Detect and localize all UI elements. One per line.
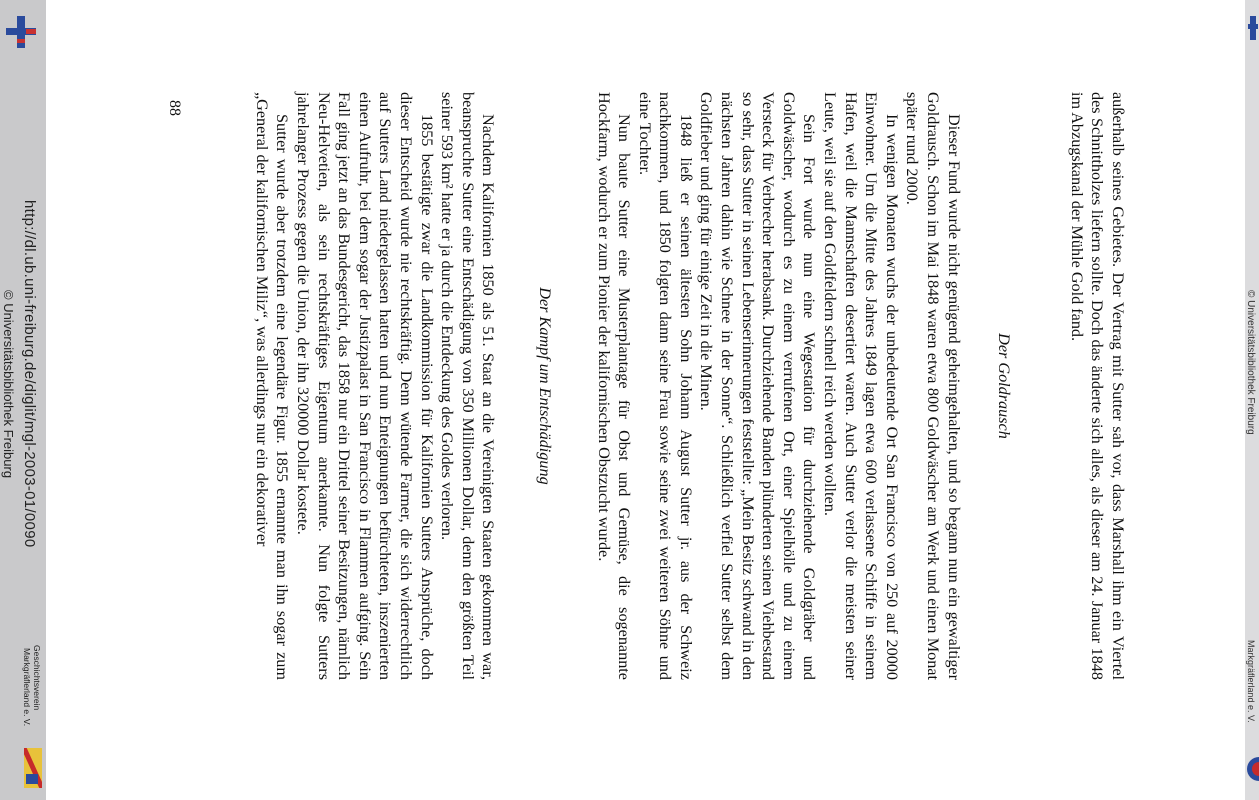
section1-paragraph: In wenigen Monaten wuchs der unbedeutende Ort San Francisco von 250 auf 20000 Einwohner. Um die Mitte des Jahres 1849 lagen etwa 600 verlassene Schiffe in seinem Hafen, weil die Mannschaften desertiert waren. Auch Sutter verlor die meisten seiner Leute, weil sie auf den Goldfeldern schnell reich werden wollten. — [821, 92, 901, 680]
copyright-text: © Universitätsbibliothek Freiburg — [1, 290, 16, 479]
section1-paragraph: 1848 ließ er seinen ältesten Sohn Johann August Sutter jr. aus der Schweiz nachkommen, und 1850 folgten dann seine Frau sowie seine zwei weiteren Söhne und eine Tochter. — [635, 92, 695, 680]
document-url[interactable]: http://dl.ub.uni-freiburg.de/diglit/mgl-2003-01/0090 — [21, 200, 38, 548]
right-flag-icon — [1248, 16, 1258, 40]
section1-paragraph: Dieser Fund wurde nicht genügend geheimgehalten, und so begann nun ein gewaltiger Goldrausch. Schon im Mai 1848 waren etwa 800 Goldwäscher am Werk und einen Monat später rund 2000. — [903, 92, 963, 680]
library-logo-icon — [4, 14, 38, 50]
page-number: 88 — [166, 100, 183, 116]
section1-paragraph: Sein Fort wurde nun eine Wegestation für durchziehende Goldgräber und Goldwäscher, wodurch es zu einem verrufenen Ort, einer Spielhölle und zu einem Versteck für Verbrecher herabsank. Durchziehende Banden plünderten seinen Viehbestand so sehr, dass Sutter in seinen Lebenserinnerungen feststellte: „Mein Besitz schwand in den nächsten Jahren dahin wie Schnee in der Sonne“. Schließlich verfiel Sutter selbst dem Goldfieber und ging für einige Zeit in die Minen. — [697, 92, 819, 680]
section-title-goldrausch: Der Goldrausch — [995, 333, 1014, 439]
section1-paragraph: Nun baute Sutter eine Musterplantage für Obst und Gemüse, die sogenannte Hockfarm, wodurch er zum Pionier der kalifornischen Obstzucht wurde. — [594, 92, 634, 680]
intro-paragraph: außerhalb seines Gebietes. Der Vertrag mit Sutter sah vor, dass Marshall ihm ein Viertel des Schnittholzes liefern sollte. Doch das änderte sich alles, als dieser am 24. Januar 1848 im Abzugskanal der Mühle Gold fand. — [1067, 92, 1127, 680]
right-edge-copyright: © Universitätsbibliothek Freiburg — [1245, 290, 1256, 435]
association-name-line1: Geschichtsverein — [32, 645, 42, 711]
right-edge-association: Markgräflerland e. V. — [1246, 640, 1256, 723]
scanned-page — [251, 92, 1128, 680]
section-title-entschaedigung: Der Kampf um Entschädigung — [535, 287, 554, 485]
association-crest-icon — [24, 748, 42, 788]
association-name-line2: Markgräflerland e. V. — [22, 648, 32, 727]
section2-paragraph: Sutter wurde aber trotzdem eine legendäre Figur. 1855 ernannte man ihn sogar zum „General der kalifornischen Miliz“, was allerdings nur ein dekorativer — [252, 92, 292, 680]
section2-paragraph: Nachdem Kalifornien 1850 als 51. Staat an die Vereinigten Staaten gekommen war, beanspruchte Sutter eine Entschädigung von 350 Millionen Dollar, denn den größten Teil seiner 593 km² hatte er ja durch die Entdeckung des Goldes verloren. — [438, 92, 498, 680]
right-crest-icon — [1247, 752, 1259, 786]
section2-paragraph: 1855 bestätigte zwar die Landkommission für Kalifornien Sutters Ansprüche, doch dieser Entscheid wurde nie rechtskräftig. Denn wütende Farmer, die sich widerrechtlich auf Sutters Land niedergelassen hatten und nun Enteignungen befürchteten, inszenierten einen Aufruhr, bei dem sogar der Justizpalast in San Francisco in Flammen aufging. Sein Fall ging jetzt an das Bundesgericht, das 1858 nur ein Drittel seiner Besitzungen, nämlich Neu-Helvetien, als sein rechtskräftiges Eigentum anerkannte. Nun folgte Sutters jahrelanger Prozess gegen die Union, der ihn 320000 Dollar kostete. — [294, 92, 436, 680]
